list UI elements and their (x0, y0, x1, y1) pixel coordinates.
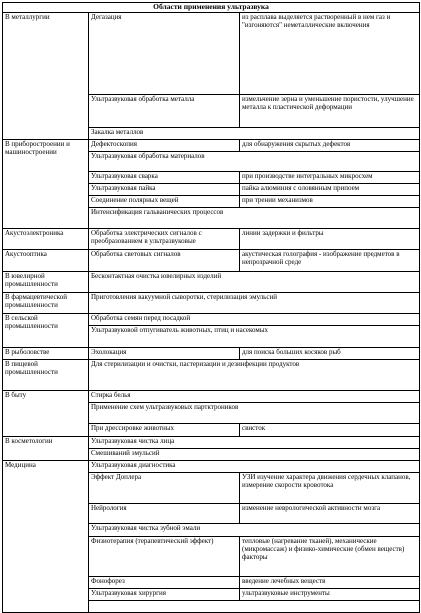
table-cell: Приготовления вакуумной сыворотки, стерилизация эмульсий (89, 293, 420, 314)
table-row (3, 360, 420, 391)
table-cell: Акустооптика (3, 250, 89, 272)
table-cell: Физиотерапия (терапевтический эффект) (89, 537, 240, 577)
table-cell: для обнаружения скрытых дефектов (240, 140, 420, 152)
table-cell: В косметологии (3, 437, 89, 461)
table-cell: Соединение полярных вещей (89, 196, 240, 208)
table-cell: Обработка световых сигналов (89, 250, 240, 272)
table-cell: Смешиваний эмульсий (89, 449, 420, 461)
table-cell: для поиска больших косяков рыб (240, 348, 420, 360)
table-cell: В сельской промышленности (3, 314, 89, 348)
table-cell: УЗИ изучение характера движения сердечных клапанов, измерение скорости кровотока (240, 473, 420, 504)
table-cell: Для стерилизации и очистки, пастеризации и дезинфекции продуктов (89, 360, 420, 391)
table-cell: В быту (3, 391, 89, 437)
table-row (3, 314, 420, 326)
table-cell: из расплава выделяется растворенный в нем газ и "изгоняются" неметаллические включения (240, 13, 420, 95)
table-cell: Интенсификация гальванических процессов (89, 208, 420, 229)
table-row (3, 250, 420, 272)
table-row (3, 437, 420, 449)
table-cell: акустическая голография - изображение предметов в непрозрачной среде (240, 250, 420, 272)
table-cell: При дрессировке животных (89, 424, 240, 437)
table-cell: при трении механизмов (240, 196, 420, 208)
table-row (3, 13, 420, 95)
table-cell: В приборостроении и машиностроении (3, 140, 89, 229)
table-cell: Ультразвуковая пайка (89, 184, 240, 196)
table-title: Области применения ультразвука (3, 3, 420, 13)
table-cell: изменение неврологической активности мозга (240, 504, 420, 524)
table-cell: Дегазация (89, 13, 240, 95)
table-cell: введение лечебных веществ (240, 577, 420, 589)
table-cell: Дефектоскопия (89, 140, 240, 152)
table-cell: измельчение зерна и уменьшение пористости, улучшение металла к пластической деформации (240, 95, 420, 128)
table-cell: Эффект Доплера (89, 473, 240, 504)
table-row (3, 140, 420, 152)
table-cell (89, 601, 420, 613)
table-cell: Применение схем ультразвуковых партктроников (89, 403, 420, 424)
table-cell: Медицина (3, 461, 89, 613)
table-cell: Ультразвуковая диагностика (89, 461, 420, 473)
table-cell: В рыболовстве (3, 348, 89, 360)
table-cell: тепловые (нагревание тканей), механические (микромассаж) и физико-химические (обмен веществ) факторы (240, 537, 420, 577)
table-cell: Ультразвуковая хирургия (89, 589, 240, 601)
table-cell: Ультразвуковая чистка зубной эмали (89, 524, 420, 537)
table-cell: свисток (240, 424, 420, 437)
table-cell: В ювелирной промышленности (3, 272, 89, 293)
table-row (3, 348, 420, 360)
table-cell: Обработка семян перед посадкой (89, 314, 420, 326)
table-row (3, 461, 420, 473)
table-cell: Нейрология (89, 504, 240, 524)
table-cell: Обработка электрических сигналов с преобразованием в ультразвуковые (89, 229, 240, 250)
table-cell: Фонофорез (89, 577, 240, 589)
table-cell: Бесконтактная очистка ювелирных изделий (89, 272, 420, 293)
table-cell: В металлургии (3, 13, 89, 140)
table-row (3, 391, 420, 403)
table-cell: Ультразвуковая обработка металла (89, 95, 240, 128)
table-cell: Эхолокация (89, 348, 240, 360)
table-cell: Ультразвуковая чистка лица (89, 437, 420, 449)
table-row (3, 229, 420, 250)
applications-table (2, 2, 420, 613)
table-cell: ультразвуковые инструменты (240, 589, 420, 601)
table-row (3, 272, 420, 293)
table-cell: В фармацевтической промышленности (3, 293, 89, 314)
table-cell: В пищевой промышленности (3, 360, 89, 391)
table-cell: Ультразвуковой отпугиватель животных, птиц и насекомых (89, 326, 420, 348)
table-cell: Закалка металлов (89, 128, 420, 140)
table-cell: линии задержки и фильтры (240, 229, 420, 250)
table-cell: Ультразвуковая обработка материалов (89, 152, 420, 172)
table-cell: Ультразвуковая сварка (89, 172, 240, 184)
table-cell: Акустоэлектроника (3, 229, 89, 250)
table-cell: при производстве интегральных микросхем (240, 172, 420, 184)
table-cell: Стирка белья (89, 391, 420, 403)
table-cell: пайка алюминия с оловянным припоем (240, 184, 420, 196)
table-row (3, 293, 420, 314)
